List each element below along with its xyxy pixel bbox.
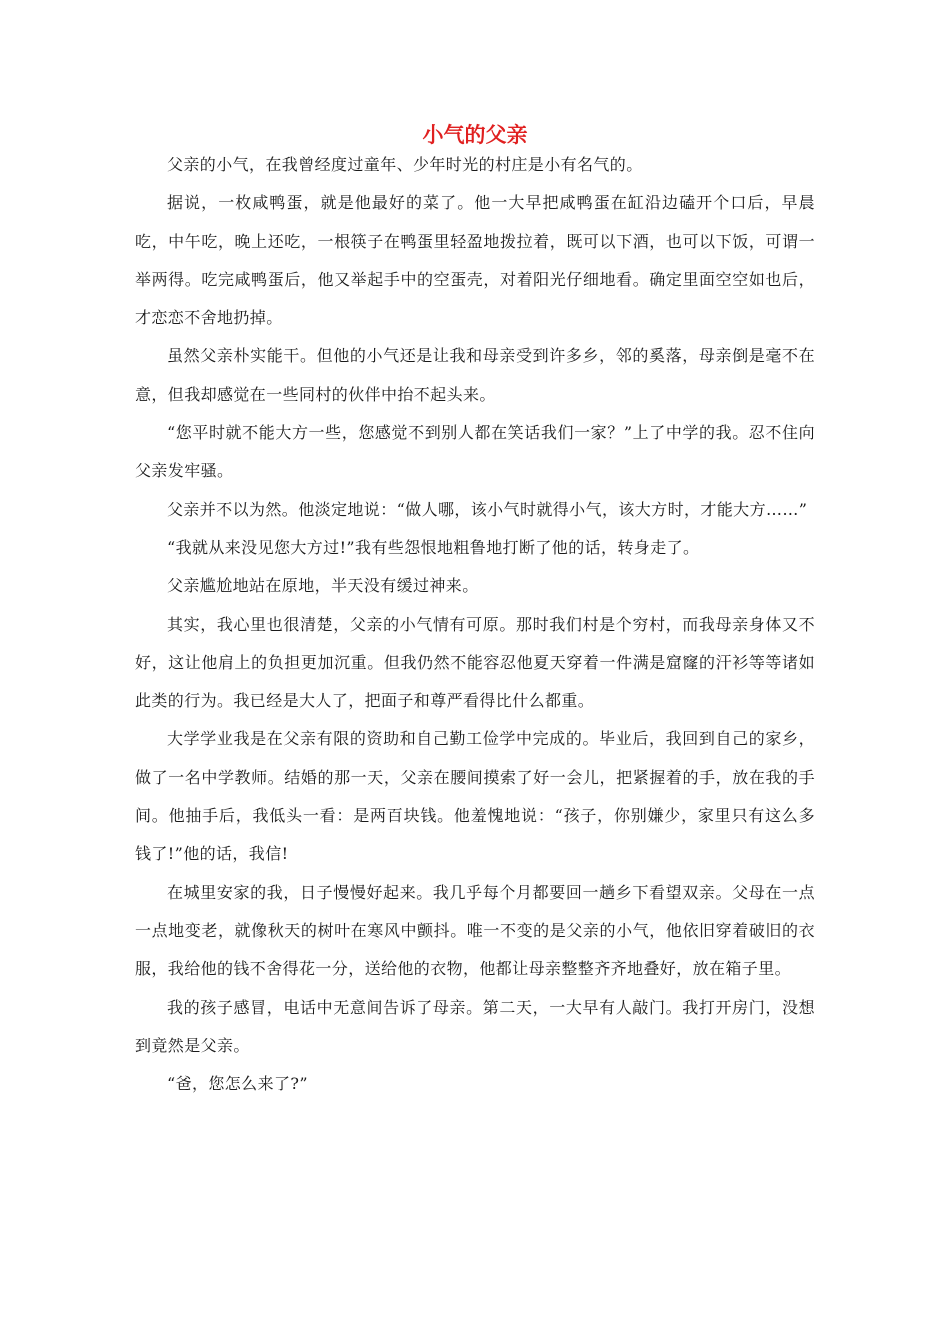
paragraph: 大学学业我是在父亲有限的资助和自己勤工俭学中完成的。毕业后，我回到自己的家乡，做了一名中学教师。结婚的那一天，父亲在腰间摸索了好一会儿，把紧握着的手，放在我的手间。他抽手后，我低头一看：是两百块钱。他羞愧地说：“孩子，你别嫌少，家里只有这么多钱了!”他的话，我信! xyxy=(135,729,815,864)
paragraph: 虽然父亲朴实能干。但他的小气还是让我和母亲受到许多乡，邻的奚落，母亲倒是毫不在意，但我却感觉在一些同村的伙伴中抬不起头来。 xyxy=(135,346,815,404)
paragraph: 其实，我心里也很清楚，父亲的小气情有可原。那时我们村是个穷村，而我母亲身体又不好，这让他肩上的负担更加沉重。但我仍然不能容忍他夏天穿着一件满是窟窿的汗衫等等诸如此类的行为。我已经是大人了，把面子和尊严看得比什么都重。 xyxy=(135,614,815,711)
paragraph: 父亲尴尬地站在原地，半天没有缓过神来。 xyxy=(167,576,479,596)
paragraph: “我就从来没见您大方过!”我有些怨恨地粗鲁地打断了他的话，转身走了。 xyxy=(167,537,700,557)
paragraph: 在城里安家的我，日子慢慢好起来。我几乎每个月都要回一趟乡下看望双亲。父母在一点一点地变老，就像秋天的树叶在寒风中颤抖。唯一不变的是父亲的小气，他依旧穿着破旧的衣服，我给他的钱不舍得花一分，送给他的衣物，他都让母亲整整齐齐地叠好，放在箱子里。 xyxy=(135,882,815,979)
paragraph: 父亲并不以为然。他淡定地说：“做人哪，该小气时就得小气，该大方时，才能大方……” xyxy=(167,499,808,519)
paragraph: “您平时就不能大方一些，您感觉不到别人都在笑话我们一家？”上了中学的我。忍不住向父亲发牢骚。 xyxy=(135,423,815,481)
paragraph: 我的孩子感冒，电话中无意间告诉了母亲。第二天，一大早有人敲门。我打开房门，没想到竟然是父亲。 xyxy=(135,997,815,1055)
document-title: 小气的父亲 xyxy=(422,122,528,147)
document-body xyxy=(135,146,815,1103)
paragraph: 父亲的小气，在我曾经度过童年、少年时光的村庄是小有名气的。 xyxy=(167,155,643,174)
paragraph: “爸，您怎么来了?” xyxy=(167,1074,308,1094)
paragraph: 据说，一枚咸鸭蛋，就是他最好的菜了。他一大早把咸鸭蛋在缸沿边磕开个口后，早晨吃，中午吃，晚上还吃，一根筷子在鸭蛋里轻盈地拨拉着，既可以下酒，也可以下饭，可谓一举两得。吃完咸鸭蛋后，他又举起手中的空蛋壳，对着阳光仔细地看。确定里面空空如也后，才恋恋不舍地扔掉。 xyxy=(135,193,815,328)
